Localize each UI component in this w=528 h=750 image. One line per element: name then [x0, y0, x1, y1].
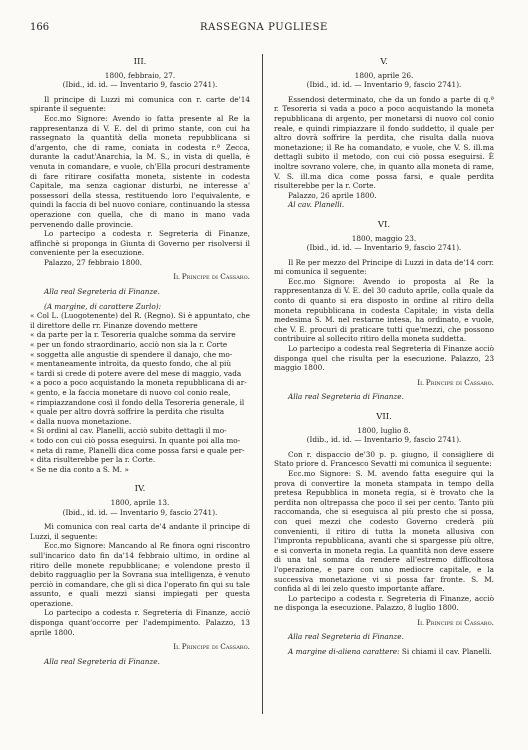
section-date: 1800, maggio 23. — [351, 233, 417, 243]
section-date: 1800, aprile 26. — [354, 70, 414, 80]
paragraph: Lo partecipo a codesta real Segreteria di Finanze acciò disponga quel che risulta per la esecuzione. Palazzo, 23 maggio 1800. — [274, 344, 494, 373]
section-number-vii: VII. — [376, 412, 392, 422]
quote-line: « dita risulterebbe per la r. Corte. — [30, 455, 156, 465]
section-source: (Ibid., id. id. — Inventario 9, fascio 2741). — [306, 80, 462, 90]
paragraph: Lo partecipo a codesta r. Segreteria di Finanze, acciò disponga quant'occorre per l'adempimento. Palazzo, 13 aprile 1800. — [30, 608, 250, 637]
quote-line: « todo con cui ciò possa eseguirsi. In quante poi alla mo- — [30, 435, 241, 445]
paragraph: Il Re per mezzo del Principe di Luzzi in data de'14 corr. mi comunica il seguente: — [274, 257, 494, 277]
quote-line: « neta di rame, Planelli dica come possa farsi e quale per- — [30, 445, 245, 455]
quote-line: « dalla nuova monetazione. — [30, 416, 132, 426]
quote-line: « da parte per la r. Tesoreria qualche somma da servire — [30, 330, 236, 340]
section-source: (Ibid., id. id. — Inventario 9, fascio 2741). — [306, 243, 462, 253]
right-column — [274, 54, 494, 657]
margin-note-text: Si chiami il cav. Planelli. — [401, 647, 492, 657]
paragraph: Palazzo, 27 febbraio 1800. — [44, 257, 143, 267]
quote-line: « quale per altro dovrà soffrire la perdita che risulta — [30, 407, 225, 417]
margin-note — [274, 647, 494, 657]
addressee: Alla real Segreteria di Finanze. — [44, 656, 160, 666]
signature: Il Principe di Cassaro. — [173, 272, 250, 282]
section-number-v: V. — [380, 57, 388, 67]
quote-line: « mentaneamente introita, da questo fondo, che al più — [30, 359, 232, 369]
journal-title: RASSEGNA PUGLIESE — [200, 22, 328, 33]
quote-line: « Col L. (Luogotenente) del R. (Regno). Si è appuntato, che il direttore delle rr. Finanze dovendo mettere — [30, 311, 250, 330]
section-source: (Ibid., id. id. — Inventario 9, fascio 2741). — [62, 507, 218, 517]
left-column — [30, 54, 250, 666]
quote-line: « tardi si crede di potere avere del mese di maggio, vada — [30, 368, 242, 378]
addressee: Alla real Segreteria di Finanze. — [288, 632, 404, 642]
section-date: 1800, aprile 13. — [110, 497, 170, 507]
paragraph: Con r. dispaccio de'30 p. p. giugno, il consigliere di Stato priore d. Francesco Sevatti mi comunica il seguente: — [274, 449, 494, 469]
column-divider — [262, 54, 263, 714]
section-date: 1800, luglio 8. — [357, 425, 411, 435]
margin-quote — [30, 311, 250, 474]
paragraph: Il principe di Luzzi mi comunica con r. carte de'14 spirante il seguente: — [30, 94, 250, 114]
section-source: (Idib., id. id. — Inventario 9, fascio 2741). — [306, 435, 462, 445]
quote-line: « gento, e la faccia monetare di nuovo col conio reale, — [30, 388, 231, 397]
page-number: 166 — [30, 22, 50, 33]
section-source: (Ibid., id. id. — Inventario 9, fascio 2741). — [62, 80, 218, 90]
section-number-iii: III. — [133, 57, 147, 67]
quote-line: « soggetta alle angustie di spendere il danajo, che mo- — [30, 349, 233, 359]
signature: Il Principe di Cassaro. — [417, 377, 494, 387]
quote-line: « rimpiazzandone così il fondo della Tesoreria generale, il — [30, 397, 245, 407]
section-number-iv: IV. — [134, 484, 146, 495]
paragraph: Essendosi determinato, che da un fondo a parte di q.ª r. Tesoreria si vada a poco a poco acquistando la moneta repubblicana di argento, per monetarsi di nuovo col conio reale, e quindi rimpiazzare il fondo suddetto, il quale per altro dovrà soffrire la perdita, che risulta dalla nuova monetazione; il Re ha comandato, e vuole, che V. S. ill.ma dettagli subito il metodo, con cui ciò possa eseguirsi. È inoltre sovrano volere, che, in quanto alla moneta di rame, V. S. ill.ma dica come possa farsi, e quale perdita risulterebbe per la r. Corte. — [274, 94, 494, 191]
paragraph: Lo partecipo a codesta r. Segreteria di Finanze, affinchè si proponga in Giunta di Governo per risolversi il conveniente per la esecuzione. — [30, 229, 250, 258]
signature: Il Principe di Cassaro. — [417, 617, 494, 627]
quote-line: « per un fondo straordinario, acciò non sia la r. Corte — [30, 340, 228, 350]
margin-note-label: (A margine, di carattere Zurlo): — [44, 301, 162, 311]
margin-note-label: A margine di-aliena carattere: — [288, 647, 400, 657]
paragraph: Mi comunica con real carta de'4 andante il principe di Luzzi, il seguente: — [30, 522, 250, 541]
paragraph: Lo partecipo a codesta r. Segreteria di Finanze, acciò ne disponga la esecuzione. Palazzo, 8 luglio 1800. — [274, 593, 494, 613]
paragraph: Palazzo, 26 aprile 1800. — [288, 190, 377, 200]
section-date: 1800, febbraio, 27. — [104, 70, 176, 80]
quote-line: « a poco a poco acquistando la moneta repubblicana di ar- — [30, 378, 247, 388]
paragraph: Ecc.mo Signore: Avendo io proposta al Re la rappresentanza di V. E. del 30 caduto aprile, colla quale da conto di quanto si era disposto in ordine al ritiro della moneta repubblicana in codesta Capitale; in vista della medesima S. M. nel restarne intesa, ha ordinato, e vuole, che V. E. procuri di praticare tutti que'mezzi, che possono contribuire al sollecito ritiro della moneta suddetta. — [274, 276, 494, 344]
section-number-vi: VI. — [377, 219, 391, 230]
addressee: Al cav. Planelli. — [288, 200, 345, 210]
quote-line: « Si ordini al cav. Planelli, acciò subito dettagli il mo- — [30, 426, 227, 436]
quote-line: « Se ne dia conto a S. M. » — [30, 464, 129, 474]
paragraph: Ecc.mo Signore: Avendo io fatta presente al Re la rappresentanza di V. E. del di primo stante, con cui ha rassegnato la quantità della moneta repubblicana si d'argento, che di rame, coniata in codesta r.ª Zecca, durante la cadut'Anarchia, la M. S., in vista di quella, è venuta in comandare, e vuole, ch'Ella procuri destramente di fare ritirare cosifatta moneta, sistente in codesta Capitale, ma senza cagionar disturbi, ne interesse a' possessori della stessa, restituendo loro l'equivalente, e quindi la faccia di bel nuovo coniare, continuando la stessa operazione con quella, che di mano in mano vada pervenendo dalle provincie. — [30, 113, 250, 229]
paragraph: Ecc.mo Signore: Mancando al Re finora ogni riscontro sull'incarico dato fin da'14 febbraio ultimo, in ordine al ritiro delle monete repubblicane; e volendone presto il debito ragguaglio per la Sovrana sua intelligenza, è venuto perciò in comandare, che gli si dica l'operato fin qui su tale assunto, e quali mezzi siansi impiegati per questa operazione. — [30, 541, 250, 608]
page-header — [30, 22, 498, 36]
paragraph: Ecc.mo Signore: S. M. avendo fatta eseguire qui la prova di convertire la moneta stampata in tempo della pretesa Repubblica in moneta regia, si è trovato che la perdita non oltrepassa che poco il sei per cento. Tanto più raccomanda, che si eseguisca al più presto che si possa, con quei mezzi che codesto Governo crederà più convenienti, il ritiro di tutta la moneta allusiva con l'impronta repubblicana, avanti che si spargesse più oltre, e si converta in moneta regia. La quantità non deve essere di una tal somma da rendere all'estremo difficoltosa l'operazione, e pare con uno mediocre capitale, e la successiva monetazione vi si possa far fronte. S. M. confida al di lei zelo questo importante affare. — [274, 468, 494, 594]
addressee: Alla real Segreteria di Finanze. — [44, 287, 160, 297]
signature: Il Principe di Cassaro. — [173, 642, 250, 652]
addressee: Alla real Segreteria di Finanze. — [288, 392, 404, 402]
